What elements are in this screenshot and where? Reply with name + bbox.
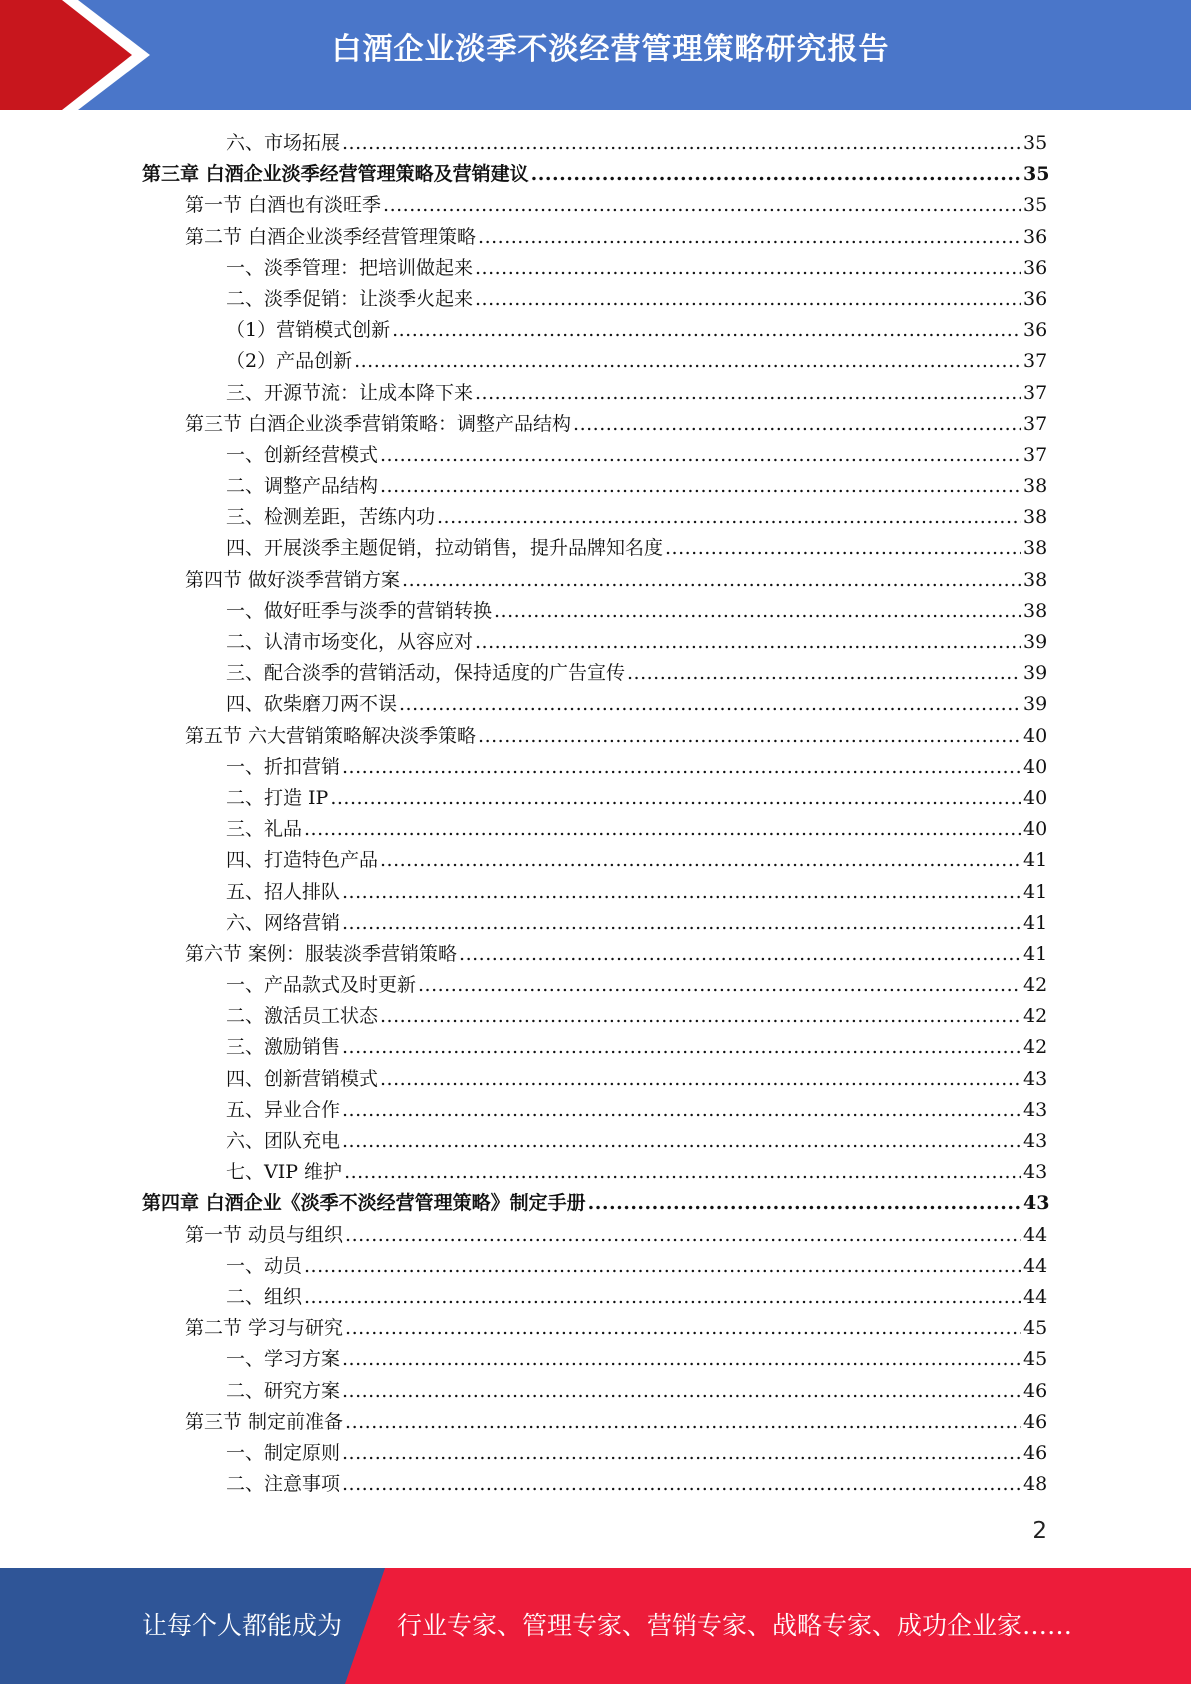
toc-entry[interactable] [0, 1407, 1191, 1438]
toc-entry-page: 41 [1023, 942, 1048, 965]
toc-entry-page: 38 [1023, 475, 1048, 498]
toc-entry-title: 七、VIP 维护 [226, 1161, 343, 1184]
toc-entry-page: 39 [1023, 693, 1048, 716]
toc-entry-page: 37 [1023, 350, 1048, 373]
toc-leader-dots [304, 814, 1021, 845]
toc-entry-page: 41 [1023, 880, 1048, 903]
toc-entry[interactable] [0, 253, 1191, 284]
toc-entry[interactable] [0, 939, 1191, 970]
toc-entry-title: 一、产品款式及时更新 [226, 974, 417, 997]
page-footer [0, 1568, 1191, 1684]
toc-entry[interactable] [0, 752, 1191, 783]
toc-leader-dots [573, 409, 1021, 440]
toc-entry[interactable] [0, 378, 1191, 409]
toc-entry-page: 42 [1023, 1005, 1048, 1028]
toc-entry-page: 35 [1023, 132, 1048, 154]
toc-entry-title: 一、淡季管理：把培训做起来 [226, 256, 474, 279]
toc-entry-title: 五、异业合作 [226, 1098, 341, 1121]
toc-entry-title: 六、团队充电 [226, 1130, 341, 1152]
page-header [0, 0, 1191, 110]
toc-entry-page: 42 [1023, 1036, 1048, 1059]
toc-entry-title: 一、学习方案 [226, 1348, 341, 1371]
toc-entry-page: 45 [1023, 1317, 1048, 1340]
toc-entry[interactable] [0, 1251, 1191, 1282]
toc-entry-page: 40 [1023, 818, 1048, 841]
toc-entry[interactable] [0, 1220, 1191, 1251]
toc-entry-page: 48 [1023, 1473, 1048, 1496]
toc-entry-page: 36 [1023, 319, 1048, 342]
report-title: 白酒企业淡季不淡经营管理策略研究报告 [331, 32, 890, 67]
toc-leader-dots [665, 533, 1021, 564]
toc-entry-title: （2）产品创新 [226, 350, 353, 373]
toc-leader-dots [399, 689, 1021, 720]
toc-entry-title: 一、折扣营销 [226, 755, 341, 778]
toc-entry-page: 41 [1023, 849, 1048, 872]
toc-entry-title: 第五节 六大营销策略解决淡季策略 [185, 724, 477, 747]
toc-entry[interactable] [0, 689, 1191, 720]
toc-entry-title: 二、注意事项 [226, 1473, 341, 1496]
toc-entry[interactable] [0, 1157, 1191, 1188]
toc-entry[interactable] [0, 1064, 1191, 1095]
toc-entry-title: 第三节 白酒企业淡季营销策略：调整产品结构 [185, 412, 572, 435]
toc-entry-page: 39 [1023, 662, 1048, 685]
toc-leader-dots [345, 1220, 1021, 1251]
toc-entry-page: 46 [1023, 1379, 1048, 1402]
toc-entry-title: 二、淡季促销：让淡季火起来 [226, 287, 474, 310]
toc-entry-page: 46 [1023, 1441, 1048, 1464]
toc-entry-title: 四、创新营销模式 [226, 1067, 379, 1090]
toc-entry-title: 四、开展淡季主题促销，拉动销售，提升品牌知名度 [226, 537, 664, 560]
toc-entry-title: 六、市场拓展 [226, 132, 341, 154]
toc-leader-dots [478, 721, 1021, 752]
toc-entry[interactable] [0, 1001, 1191, 1032]
toc-entry-page: 36 [1023, 225, 1048, 248]
toc-entry-title: 三、开源节流：让成本降下来 [226, 381, 474, 404]
toc-entry-title: 六、网络营销 [226, 911, 341, 934]
toc-entry[interactable] [0, 1095, 1191, 1126]
toc-leader-dots [475, 253, 1021, 284]
toc-entry[interactable] [0, 1344, 1191, 1375]
toc-entry-page: 44 [1023, 1285, 1048, 1308]
toc-leader-dots [354, 346, 1021, 377]
toc-leader-dots [475, 627, 1021, 658]
toc-entry[interactable] [0, 409, 1191, 440]
toc-entry-page: 40 [1023, 724, 1048, 747]
toc-entry[interactable] [0, 159, 1191, 190]
toc-entry[interactable] [0, 627, 1191, 658]
toc-entry[interactable] [0, 565, 1191, 596]
toc-entry[interactable] [0, 1126, 1191, 1157]
toc-entry-title: 四、砍柴磨刀两不误 [226, 693, 398, 716]
toc-entry-title: 三、配合淡季的营销活动，保持适度的广告宣传 [226, 662, 626, 685]
toc-entry-page: 43 [1023, 1192, 1050, 1215]
toc-entry[interactable] [0, 128, 1191, 159]
toc-entry[interactable] [0, 877, 1191, 908]
toc-entry-page: 43 [1023, 1130, 1048, 1152]
toc-leader-dots [330, 783, 1021, 814]
toc-leader-dots [345, 1313, 1021, 1344]
toc-entry-page: 37 [1023, 381, 1048, 404]
table-of-contents [0, 128, 1191, 1500]
toc-leader-dots [418, 970, 1021, 1001]
toc-leader-dots [478, 222, 1021, 253]
toc-entry[interactable] [0, 1032, 1191, 1063]
toc-entry-page: 39 [1023, 631, 1048, 653]
toc-entry-title: 二、调整产品结构 [226, 475, 379, 498]
toc-leader-dots [380, 1001, 1021, 1032]
toc-entry-title: 第三章 白酒企业淡季经营管理策略及营销建议 [142, 163, 529, 186]
toc-entry[interactable] [0, 970, 1191, 1001]
toc-entry[interactable] [0, 908, 1191, 939]
toc-entry-page: 40 [1023, 755, 1048, 778]
toc-entry-title: 第二节 白酒企业淡季经营管理策略 [185, 225, 477, 248]
toc-entry[interactable] [0, 222, 1191, 253]
toc-entry[interactable] [0, 1469, 1191, 1500]
toc-entry[interactable] [0, 1438, 1191, 1469]
toc-entry-title: 第六节 案例：服装淡季营销策略 [185, 942, 458, 965]
toc-leader-dots [342, 1438, 1021, 1469]
toc-entry-page: 44 [1023, 1223, 1048, 1246]
toc-entry-title: 三、激励销售 [226, 1036, 341, 1059]
toc-entry-title: 三、检测差距，苦练内功 [226, 506, 436, 529]
toc-entry-title: 第四节 做好淡季营销方案 [185, 568, 401, 591]
toc-entry-page: 38 [1023, 568, 1048, 591]
toc-entry-page: 36 [1023, 256, 1048, 279]
toc-entry-title: 第二节 学习与研究 [185, 1317, 344, 1340]
toc-leader-dots [392, 315, 1021, 346]
toc-entry[interactable] [0, 1313, 1191, 1344]
toc-entry-title: 二、认清市场变化，从容应对 [226, 631, 474, 653]
toc-leader-dots [342, 1469, 1021, 1500]
toc-leader-dots [380, 440, 1021, 471]
toc-entry-title: 三、礼品 [226, 818, 303, 841]
toc-leader-dots [383, 190, 1021, 221]
toc-entry-page: 38 [1023, 537, 1048, 560]
toc-entry-title: 第一节 白酒也有淡旺季 [185, 194, 382, 217]
toc-entry-page: 42 [1023, 974, 1048, 997]
toc-entry-page: 46 [1023, 1410, 1048, 1433]
toc-entry-title: 一、做好旺季与淡季的营销转换 [226, 599, 493, 622]
toc-entry-page: 35 [1023, 194, 1048, 217]
toc-entry-title: 二、组织 [226, 1285, 303, 1308]
toc-entry-title: 第四章 白酒企业《淡季不淡经营管理策略》制定手册 [142, 1192, 586, 1215]
toc-entry-page: 35 [1023, 163, 1050, 186]
toc-entry-title: 二、激活员工状态 [226, 1005, 379, 1028]
toc-leader-dots [494, 596, 1021, 627]
toc-leader-dots [344, 1157, 1021, 1188]
toc-entry[interactable] [0, 440, 1191, 471]
toc-entry[interactable] [0, 658, 1191, 689]
toc-leader-dots [459, 939, 1021, 970]
toc-entry-page: 45 [1023, 1348, 1048, 1371]
toc-leader-dots [304, 1282, 1021, 1313]
footer-slogan-right: 行业专家、管理专家、营销专家、战略专家、成功企业家…… [397, 1611, 1073, 1640]
toc-entry-page: 43 [1023, 1098, 1048, 1121]
toc-entry-title: 一、制定原则 [226, 1441, 341, 1464]
toc-leader-dots [342, 1032, 1021, 1063]
toc-entry[interactable] [0, 346, 1191, 377]
toc-entry[interactable] [0, 721, 1191, 752]
toc-entry[interactable] [0, 1282, 1191, 1313]
toc-entry-page: 40 [1023, 786, 1048, 809]
toc-entry-page: 43 [1023, 1067, 1048, 1090]
toc-leader-dots [402, 565, 1021, 596]
toc-entry[interactable] [0, 284, 1191, 315]
page-number: 2 [1032, 1518, 1047, 1544]
toc-entry-title: 二、打造 IP [226, 786, 329, 809]
toc-entry-title: 二、研究方案 [226, 1379, 341, 1402]
toc-leader-dots [342, 752, 1021, 783]
toc-entry-page: 44 [1023, 1254, 1048, 1277]
toc-entry-page: 38 [1023, 506, 1048, 529]
toc-entry-page: 41 [1023, 911, 1048, 934]
toc-entry-title: 第三节 制定前准备 [185, 1410, 344, 1433]
toc-entry[interactable] [0, 471, 1191, 502]
toc-entry-title: 五、招人排队 [226, 880, 341, 903]
toc-leader-dots [475, 284, 1021, 315]
toc-leader-dots [437, 502, 1021, 533]
toc-entry-title: 一、动员 [226, 1254, 303, 1277]
toc-leader-dots [342, 908, 1021, 939]
toc-leader-dots [304, 1251, 1021, 1282]
toc-entry[interactable] [0, 814, 1191, 845]
toc-entry-page: 37 [1023, 443, 1048, 466]
toc-entry-page: 43 [1023, 1161, 1048, 1184]
toc-leader-dots [342, 128, 1021, 159]
toc-leader-dots [342, 1376, 1021, 1407]
toc-leader-dots [342, 1095, 1021, 1126]
toc-leader-dots [475, 378, 1021, 409]
toc-entry[interactable] [0, 783, 1191, 814]
toc-entry-page: 37 [1023, 412, 1048, 435]
toc-entry[interactable] [0, 1188, 1191, 1219]
toc-entry[interactable] [0, 502, 1191, 533]
toc-leader-dots [380, 845, 1021, 876]
toc-entry[interactable] [0, 596, 1191, 627]
toc-entry[interactable] [0, 533, 1191, 564]
toc-entry[interactable] [0, 845, 1191, 876]
toc-leader-dots [588, 1188, 1021, 1219]
toc-leader-dots [342, 1344, 1021, 1375]
toc-entry[interactable] [0, 315, 1191, 346]
toc-entry-page: 36 [1023, 287, 1048, 310]
toc-leader-dots [531, 159, 1021, 190]
footer-slogan-left: 让每个人都能成为 [142, 1611, 343, 1640]
toc-entry-title: （1）营销模式创新 [226, 319, 391, 342]
toc-leader-dots [627, 658, 1021, 689]
toc-entry[interactable] [0, 190, 1191, 221]
toc-entry-title: 第一节 动员与组织 [185, 1223, 344, 1246]
toc-entry-title: 一、创新经营模式 [226, 443, 379, 466]
toc-leader-dots [342, 1126, 1021, 1157]
toc-leader-dots [380, 471, 1021, 502]
toc-leader-dots [345, 1407, 1021, 1438]
toc-entry-page: 38 [1023, 599, 1048, 622]
toc-entry[interactable] [0, 1376, 1191, 1407]
toc-leader-dots [342, 877, 1021, 908]
toc-entry-title: 四、打造特色产品 [226, 849, 379, 872]
toc-leader-dots [380, 1064, 1021, 1095]
